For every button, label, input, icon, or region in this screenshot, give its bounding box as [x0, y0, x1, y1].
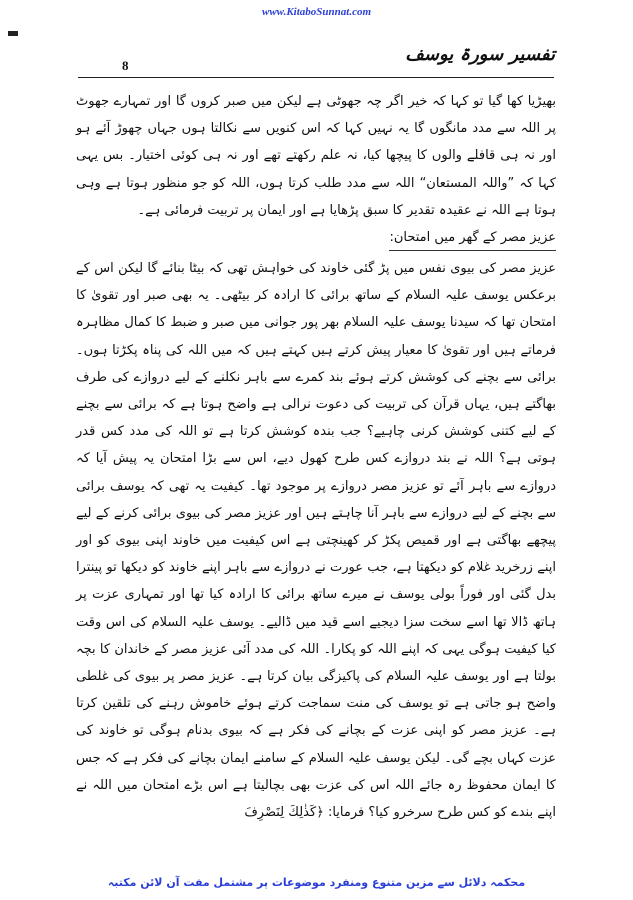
book-title: تفسیر سورۃ یوسف	[405, 44, 555, 65]
paragraph-1: بھیڑیا کھا گیا تو کہا کہ خیر اگر چہ جھوٹی ہے لیکن میں صبر کروں گا اور تمہارے جھوٹ پر اللہ سے مدد مانگوں گا یہ نہیں کہا کہ اس کنویں سے نکالتا ہوں جہاں چھوڑ آئے ہو اور نہ ہی قافلے والوں کا پیچھا کیا، نہ علم رکھتے تھے اور نہ ہی کوئی اختیار۔ بس یہی کہا کہ ”واللہ المستعان“ اللہ سے مدد طلب کرتا ہوں، اللہ کو جو منظور ہوتا ہے وہی ہوتا ہے اللہ نے عقیدہ تقدیر کا سبق پڑھایا ہے اور ایمان پر تربیت فرمائی ہے۔	[76, 94, 556, 218]
section-heading: عزیز مصر کے گھر میں امتحان:	[389, 226, 556, 251]
header-rule	[78, 77, 554, 78]
body-text	[76, 88, 556, 826]
footer-tagline: محکمہ دلائل سے مزین متنوع ومنفرد موضوعات پر مشتمل مفت آن لائن مکتبہ	[107, 876, 526, 889]
corner-mark	[8, 31, 18, 36]
site-url[interactable]: www.KitaboSunnat.com	[261, 6, 372, 18]
paragraph-2: عزیز مصر کی بیوی نفس میں پڑ گئی خاوند کی خواہش تھی کہ بیٹا بنائے گا لیکن اس کے برعکس یوسف علیہ السلام کے ساتھ برائی کا ارادہ کر بیٹھی۔ یہ بھی صبر اور تقویٰ کا امتحان تھا کہ سیدنا یوسف علیہ السلام بھر پور جوانی میں صبر و ضبط کا کمال مظاہرہ فرماتے ہیں اور تقویٰ کا معیار پیش کرتے ہیں کہتے ہیں کہ میں اللہ کی پناہ پکڑتا ہوں۔ برائی سے بچنے کی کوشش کرتے ہوئے بند کمرے سے باہر نکلنے کے لیے دروازے کی طرف بھاگتے ہیں، یہاں قرآن کی تربیت کی دعوت نرالی ہے واضح ہوتا ہے کہ برائی سے بچنے کے لیے کتنی کوشش کرنی چاہیے؟ جب بندہ کوشش کرتا ہے تو اللہ کی مدد کس قدر ہوتی ہے؟ اللہ نے بند دروازے کس طرح کھول دیے، اس سے بڑا امتحان یہ پیش آیا کہ دروازے سے باہر آئے تو عزیز مصر دروازے پر موجود تھا۔ کیفیت یہ تھی کہ یوسف برائی سے بچنے کے لیے دروازے سے باہر آنا چاہتے ہیں اور عزیز مصر کی بیوی برائی کرنے کے لیے پیچھے بھاگتی ہے اور قمیص پکڑ کر کھینچتی ہے اس کیفیت میں خاوند اپنی بیوی کو اور اپنے زرخرید غلام کو دیکھتا ہے، جب عورت نے دروازے سے باہر اپنے خاوند کو دیکھا تو پینترا بدل گئی اور فوراً بولی یوسف نے میرے ساتھ برائی کا ارادہ کیا تھا اور تمہاری عزت پر ہاتھ ڈالا تھا اسے سخت سزا دیجیے اسے قید میں ڈالیے۔ یوسف علیہ السلام کی اس وقت کیا کیفیت ہوگی یہی کہ اپنے اللہ کو پکارا۔ اللہ کی مدد آئی عزیز مصر کے خاندان کا بچہ بولتا ہے اور یوسف علیہ السلام کی پاکیزگی بیان کرتا ہے۔ عزیز مصر پر بیوی کی غلطی واضح ہو جاتی ہے تو یوسف کی منت سماجت کرتے ہوئے خاموش رہنے کی تلقین کرتا ہے۔ عزیز مصر کو اپنی عزت کے بچانے کی فکر ہے کہ بیوی بدنام ہوگی تو خاوند کی عزت کہاں بچے گی۔ لیکن یوسف علیہ السلام کے سامنے ایمان بچانے کی فکر ہے کہ جس کا ایمان محفوظ رہ جائے اللہ اس کی عزت بھی بچالیتا ہے اس بڑے امتحان میں اللہ نے اپنے بندے کو کس طرح سرخرو کیا؟ فرمایا: ﴿كَذٰلِكَ لِنَصْرِفَ	[76, 261, 556, 821]
page-number: 8	[122, 58, 129, 73]
